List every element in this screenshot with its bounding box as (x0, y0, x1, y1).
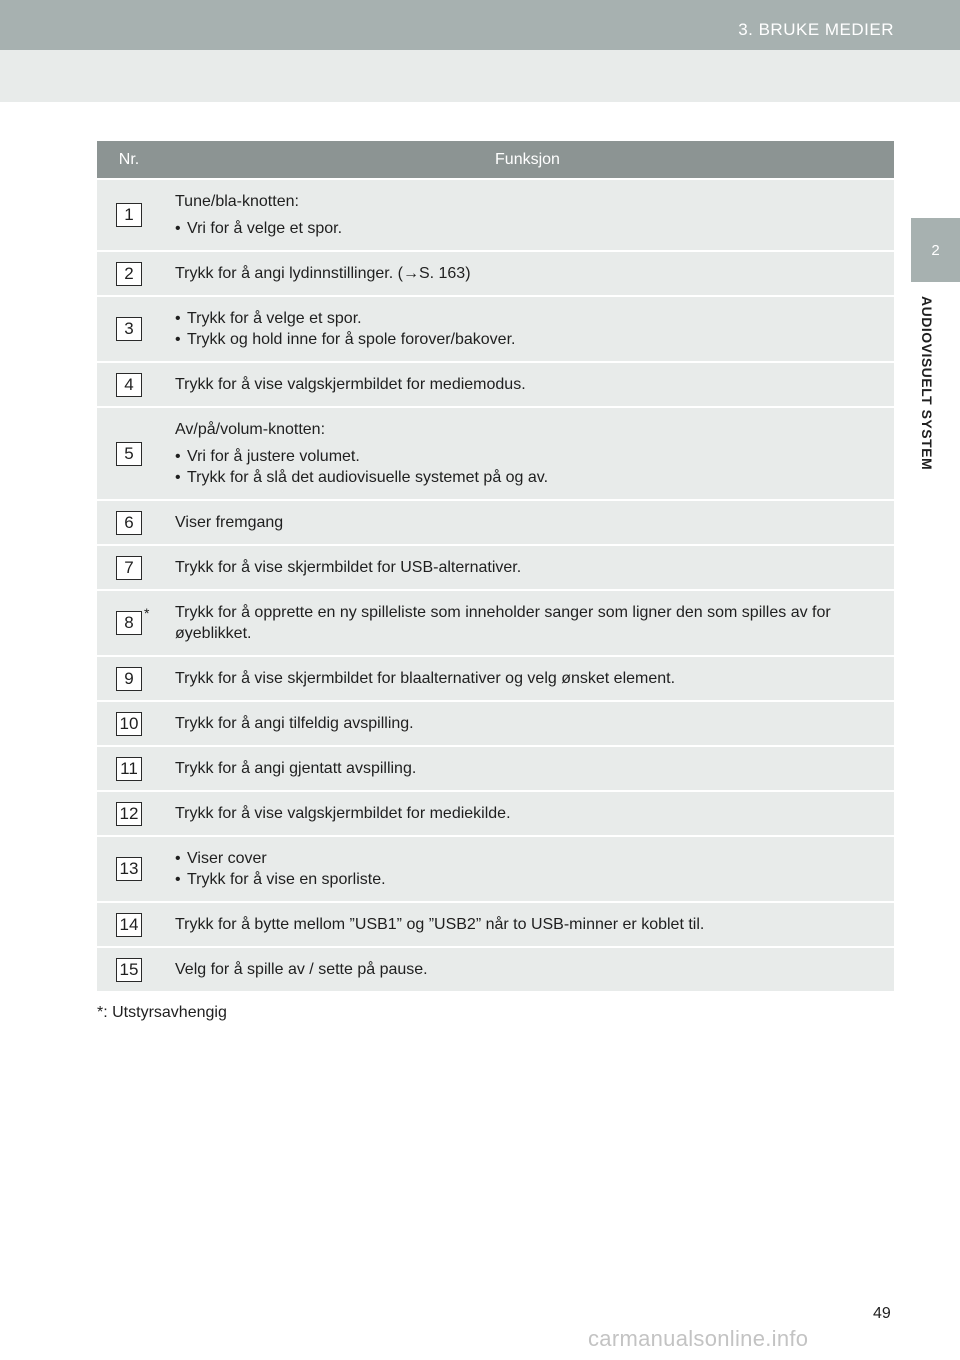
callout-number: 1 (116, 203, 142, 227)
table-row (97, 500, 894, 545)
callout-number: 9 (116, 667, 142, 691)
table-header-row (97, 141, 894, 179)
callout-number: 13 (116, 857, 143, 881)
row-text: Trykk for å vise valgskjermbildet for mediekilde. (161, 791, 894, 836)
callout-number: 11 (116, 757, 142, 781)
callout-number: 10 (116, 712, 143, 736)
bullet-item: • Trykk for å vise en sporliste. (175, 869, 882, 890)
row-text: Trykk for å opprette en ny spilleliste som inneholder sanger som ligner den som spilles av for øyeblikket. (161, 590, 894, 656)
table-row (97, 746, 894, 791)
bullet-item: • Trykk og hold inne for å spole forover/bakover. (175, 329, 882, 350)
row-text: Trykk for å angi tilfeldig avspilling. (161, 701, 894, 746)
callout-number: 4 (116, 373, 142, 397)
row-title: Av/på/volum-knotten: (175, 421, 326, 438)
table-row (97, 296, 894, 362)
table-row (97, 902, 894, 947)
callout-number: 7 (116, 556, 142, 580)
row-text: Trykk for å bytte mellom ”USB1” og ”USB2” når to USB-minner er koblet til. (161, 902, 894, 947)
callout-number: 12 (116, 802, 143, 826)
section-title: 3. BRUKE MEDIER (738, 20, 894, 39)
header-bar (0, 0, 960, 50)
table-row (97, 362, 894, 407)
table-row (97, 590, 894, 656)
bullet-item: • Viser cover (175, 848, 882, 869)
bullet-item: • Vri for å justere volumet. (175, 446, 882, 467)
bullet-item: • Trykk for å slå det audiovisuelle systemet på og av. (175, 467, 882, 488)
chapter-label: AUDIOVISUELT SYSTEM (919, 296, 935, 471)
row-text: Velg for å spille av / sette på pause. (161, 947, 894, 991)
callout-number: 2 (116, 262, 142, 286)
chapter-tab (911, 218, 960, 282)
row-text: Trykk for å angi gjentatt avspilling. (161, 746, 894, 791)
table-row (97, 656, 894, 701)
callout-number: 15 (116, 958, 143, 982)
page-number: 49 (873, 1305, 891, 1322)
row-text: Trykk for å vise skjermbildet for blaalternativer og velg ønsket element. (161, 656, 894, 701)
bullet-item: • Trykk for å velge et spor. (175, 308, 882, 329)
function-table (97, 141, 894, 991)
table-row (97, 701, 894, 746)
bullet-item: • Vri for å velge et spor. (175, 218, 882, 239)
callout-number: 8 (116, 611, 142, 635)
callout-number: 5 (116, 442, 142, 466)
table-row (97, 251, 894, 296)
table-row (97, 791, 894, 836)
header-nr: Nr. (97, 141, 161, 179)
row-text: Viser fremgang (161, 500, 894, 545)
callout-number: 6 (116, 511, 142, 535)
header-funksjon: Funksjon (161, 141, 894, 179)
row-text: Trykk for å vise skjermbildet for USB-alternativer. (161, 545, 894, 590)
footnote: *: Utstyrsavhengig (97, 1004, 227, 1021)
table-row (97, 836, 894, 902)
table-row (97, 179, 894, 251)
watermark[interactable]: carmanualsonline.info (588, 1326, 809, 1351)
row-title: Tune/bla-knotten: (175, 193, 299, 210)
row-text: Trykk for å vise valgskjermbildet for mediemodus. (161, 362, 894, 407)
chapter-number: 2 (931, 242, 940, 259)
footnote-marker: * (144, 605, 150, 621)
callout-number: 14 (116, 913, 143, 937)
row-text: Trykk for å angi lydinnstillinger. (→S. 163) (161, 251, 894, 296)
table-row (97, 407, 894, 500)
table-row (97, 947, 894, 991)
callout-number: 3 (116, 317, 142, 341)
table-row (97, 545, 894, 590)
